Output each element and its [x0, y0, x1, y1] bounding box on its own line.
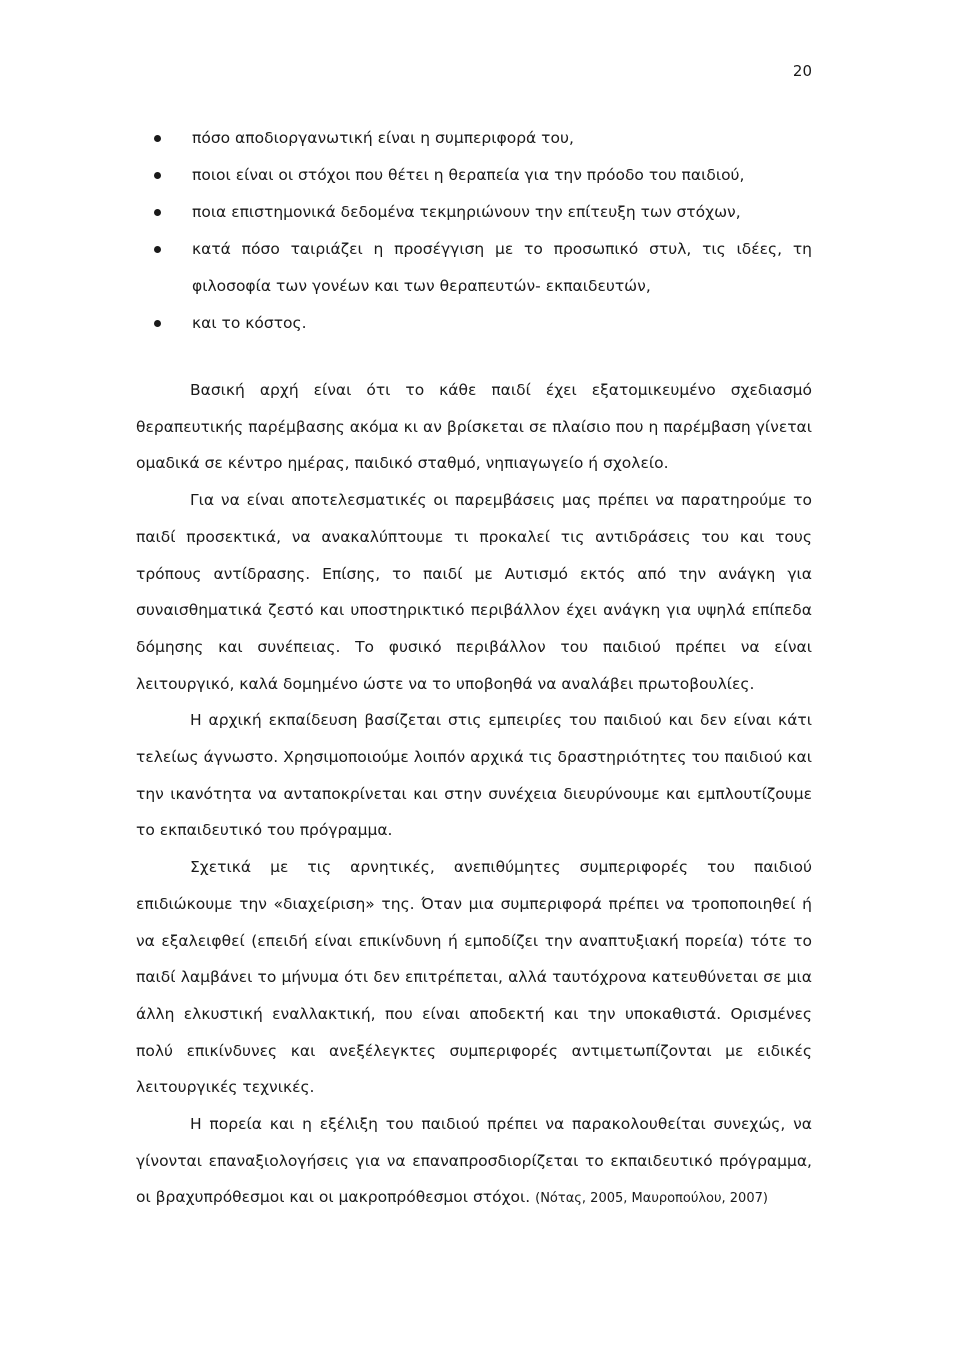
bullet-item: ποιοι είναι οι στόχοι που θέτει η θεραπεία για την πρόοδο του παιδιού, [152, 157, 812, 194]
paragraph: Βασική αρχή είναι ότι το κάθε παιδί έχει εξατομικευμένο σχεδιασμό θεραπευτικής παρέμβασης ακόμα κι αν βρίσκεται σε πλαίσιο που η παρέμβαση γίνεται ομαδικά σε κέντρο ημέρας, παιδικό σταθμό, νηπιαγωγείο ή σχολείο. [136, 381, 812, 473]
paragraph [136, 1106, 812, 1218]
page-number: 20 [792, 62, 812, 80]
body-text [136, 372, 812, 1218]
bullet-item: κατά πόσο ταιριάζει η προσέγγιση με το προσωπικό στυλ, τις ιδέες, τη φιλοσοφία των γονέων και των θεραπευτών- εκπαιδευτών, [152, 231, 812, 305]
citation: (Νότας, 2005, Μαυροπούλου, 2007) [535, 1191, 768, 1207]
paragraph: Σχετικά με τις αρνητικές, ανεπιθύμητες συμπεριφορές του παιδιού επιδιώκουμε την «διαχείριση» της. Όταν μια συμπεριφορά πρέπει να τροποποιηθεί ή να εξαλειφθεί (επειδή είναι επικίνδυνη ή εμποδίζει την αναπτυξιακή πορεία) τότε το παιδί λαμβάνει το μήνυμα ότι δεν επιτρέπεται, αλλά ταυτόχρονα κατευθύνεται σε μια άλλη ελκυστική εναλλακτική, που είναι αποδεκτή και την υποκαθιστά. Ορισμένες πολύ επικίνδυνες και ανεξέλεγκτες συμπεριφορές αντιμετωπίζονται με ειδικές λειτουργικές τεχνικές. [136, 858, 812, 1097]
bullet-item: ποια επιστημονικά δεδομένα τεκμηριώνουν την επίτευξη των στόχων, [152, 194, 812, 231]
bullet-list [152, 120, 812, 342]
paragraph-text: Η πορεία και η εξέλιξη του παιδιού πρέπει να παρακολουθείται συνεχώς, να γίνονται επαναξιολογήσεις για να επαναπροσδιορίζεται το εκπαιδευτικό πρόγραμμα, οι βραχυπρόθεσμοι και οι μακροπρόθεσμοι στόχοι. [136, 1115, 812, 1207]
paragraph: Για να είναι αποτελεσματικές οι παρεμβάσεις μας πρέπει να παρατηρούμε το παιδί προσεκτικά, να ανακαλύπτουμε τι προκαλεί τις αντιδράσεις του και τους τρόπους αντίδρασης. Επίσης, το παιδί με Αυτισμό εκτός από την ανάγκη για συναισθηματικά ζεστό και υποστηρικτικό περιβάλλον έχει ανάγκη για υψηλά επίπεδα δόμησης και συνέπειας. Το φυσικό περιβάλλον του παιδιού πρέπει να είναι λειτουργικό, καλά δομημένο ώστε να το υποβοηθά να αναλάβει πρωτοβουλίες. [136, 491, 812, 693]
paragraph: Η αρχική εκπαίδευση βασίζεται στις εμπειρίες του παιδιού και δεν είναι κάτι τελείως άγνωστο. Χρησιμοποιούμε λοιπόν αρχικά τις δραστηριότητες του παιδιού και την ικανότητα να ανταποκρίνεται και στην συνέχεια διευρύνουμε και εμπλουτίζουμε το εκπαιδευτικό του πρόγραμμα. [136, 711, 812, 840]
bullet-item: πόσο αποδιοργανωτική είναι η συμπεριφορά του, [152, 120, 812, 157]
bullet-item: και το κόστος. [152, 305, 812, 342]
